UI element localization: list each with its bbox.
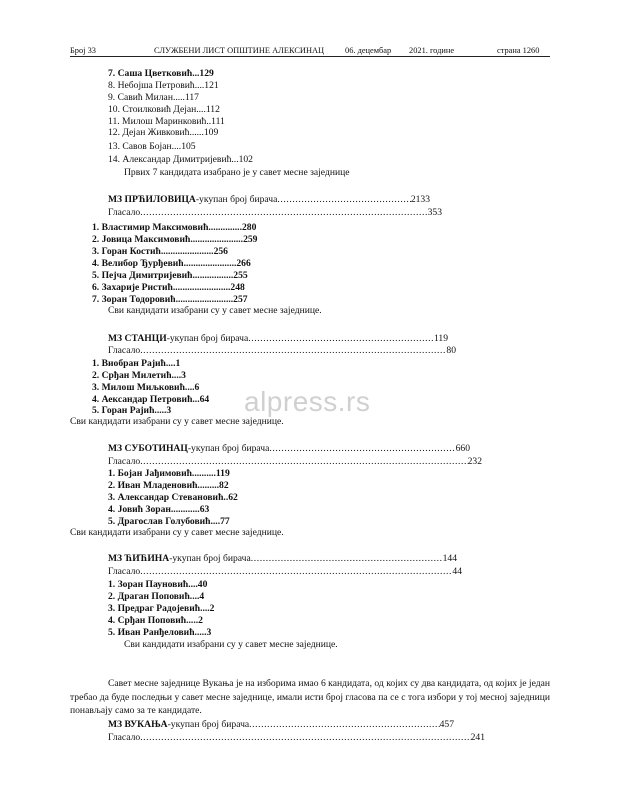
list-item: 14. Александар Димитријевић...102 <box>108 154 253 165</box>
section-note: Сви кандидати изабрани су у савет месне заједнице. <box>108 305 322 316</box>
votes-line <box>108 345 456 357</box>
candidate-row: 4. Срђан Поповић.....2 <box>108 615 203 626</box>
section-note: Сви кандидати изабрани су у савет месне заједнице. <box>124 639 338 650</box>
voters-count: 119 <box>433 333 448 344</box>
voters-count: 144 <box>442 553 457 564</box>
section-note: Првих 7 кандидата изабрано је у савет месне заједнице <box>124 167 350 178</box>
voters-line <box>108 443 470 455</box>
candidate-row: 4. Велибор Ђурђевић......................266 <box>92 258 251 269</box>
vukanja-paragraph: Савет месне заједнице Вукања је на изборима имао 6 кандидата, од којих су два кандидата, од којих је један требао да буде последњи у савет месне заједнице, имали исти број гласова па се с тога избори у тој месној заједници понављају само за те кандидате. <box>70 678 550 716</box>
votes-line <box>108 566 462 578</box>
votes-line <box>108 732 485 744</box>
candidate-row: 2. Драган Поповић....4 <box>108 591 205 602</box>
candidate-row: 1. Властимир Максимовић..............280 <box>92 222 257 233</box>
list-item: 12. Дејан Живковић......109 <box>108 127 219 138</box>
candidate-row: 3. Александар Стевановић..62 <box>108 492 238 503</box>
candidate-row: 1. Зоран Пауновић....40 <box>108 579 208 590</box>
section-title: МЗ ЋИЋИНА <box>108 553 170 564</box>
candidate-row: 3. Горан Костић......................256 <box>92 246 228 257</box>
list-item: 8. Небојша Петровић....121 <box>108 80 219 91</box>
section-note: Сви кандидати изабрани су у савет месне заједнице. <box>70 416 284 427</box>
voters-label: -укупан број бирача <box>187 443 270 454</box>
voters-label: -укупан број бирача <box>195 194 278 205</box>
candidate-row: 5. Горан Рајић.....3 <box>92 405 172 416</box>
candidate-row: 7. Зоран Тодоровић........................257 <box>92 294 248 305</box>
header-divider <box>70 56 550 57</box>
candidate-row: 2. Јовица Максимовић......................259 <box>92 234 258 245</box>
list-item: 7. Саша Цветковић...129 <box>108 68 214 79</box>
candidate-row: 4. Јовић Зоран............63 <box>108 504 210 515</box>
votes-label: Гласало <box>108 345 141 356</box>
candidate-row: 2. Иван Младеновић.........82 <box>108 480 229 491</box>
voters-label: -укупан број бирача <box>166 333 249 344</box>
candidate-row: 1. Бојан Јађимовић..........119 <box>108 468 230 479</box>
list-item: 9. Савић Милан.....117 <box>108 92 199 103</box>
voters-line <box>108 194 430 206</box>
header-page-number: страна 1260 <box>497 46 540 55</box>
votes-count: 80 <box>446 345 456 356</box>
voters-count: 2133 <box>410 194 430 205</box>
votes-label: Гласало <box>108 207 141 218</box>
section-note: Сви кандидати изабрани су у савет месне заједнице. <box>70 527 284 538</box>
candidate-row: 6. Захарије Ристић........................248 <box>92 282 245 293</box>
voters-label: -укупан број бирача <box>169 553 251 564</box>
list-item: 13. Савов Бојан....105 <box>108 141 196 152</box>
votes-count: 241 <box>470 732 485 743</box>
voters-line <box>108 553 457 565</box>
section-title: МЗ СТАНЦИ <box>108 333 167 344</box>
votes-label: Гласало <box>108 732 141 743</box>
votes-count: 232 <box>467 456 482 467</box>
votes-label: Гласало <box>108 456 141 467</box>
section-title: МЗ ПРЋИЛОВИЦА <box>108 194 196 205</box>
candidate-row: 3. Милош Миљковић....6 <box>92 382 200 393</box>
header-gazette-title: СЛУЖБЕНИ ЛИСТ ОПШТИНЕ АЛЕКСИНАЦ <box>154 46 325 55</box>
votes-line <box>108 207 442 219</box>
votes-count: 44 <box>452 566 462 577</box>
voters-line <box>108 719 454 731</box>
section-title: МЗ ВУКАЊА <box>108 719 168 730</box>
candidate-row: 2. Срђан Милетић....3 <box>92 370 186 381</box>
header-date-year: 2021. године <box>409 46 455 55</box>
voters-label: -укупан број бирача <box>167 719 250 730</box>
votes-line <box>108 456 482 468</box>
votes-label: Гласало <box>108 566 141 577</box>
candidate-row: 5. Драгослав Голубовић....77 <box>108 516 230 527</box>
candidate-row: 3. Предраг Радојевић....2 <box>108 603 215 614</box>
header-date-day: 06. децембар <box>345 46 392 55</box>
candidate-row: 5. Пејча Димитријевић.................255 <box>92 270 248 281</box>
candidate-row: 5. Иван Ранђеловић.....3 <box>108 627 212 638</box>
list-item: 11. Милош Маринковић..111 <box>108 116 225 127</box>
candidate-row: 1. Виобран Рајић....1 <box>92 358 181 369</box>
voters-count: 457 <box>439 719 454 730</box>
voters-count: 660 <box>455 443 470 454</box>
list-item: 10. Стоилковић Дејан....112 <box>108 104 220 115</box>
votes-count: 353 <box>427 207 442 218</box>
candidate-row: 4. Аександар Петровић...64 <box>92 394 210 405</box>
header-issue: Број 33 <box>70 46 96 55</box>
voters-line <box>108 333 448 345</box>
watermark-text: alpress.rs <box>244 386 371 417</box>
section-title: МЗ СУБОТИНАЦ <box>108 443 188 454</box>
